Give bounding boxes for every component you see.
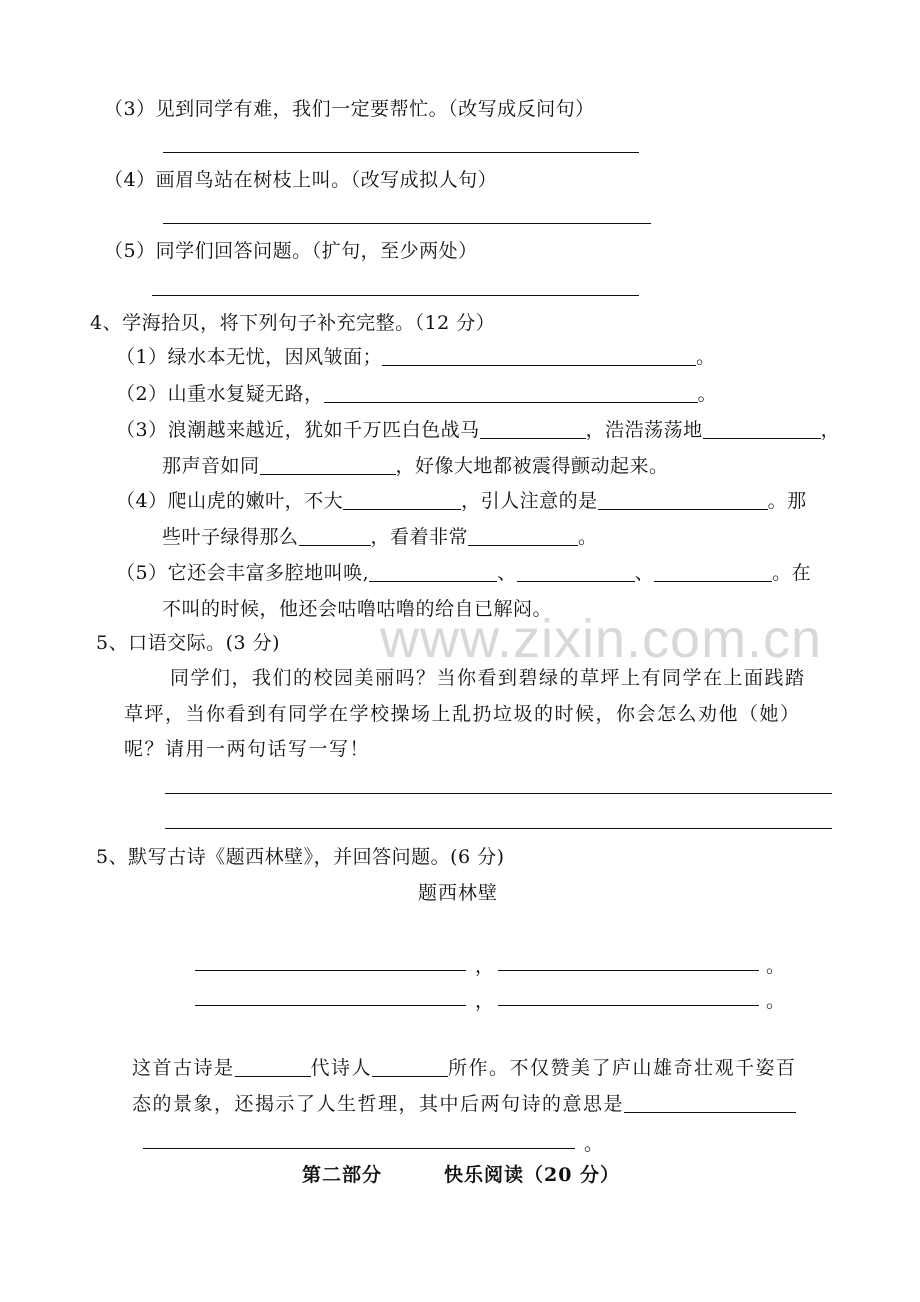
q4-item-1 bbox=[116, 345, 716, 369]
poem-line-4-blank[interactable] bbox=[498, 1005, 759, 1006]
blank-dynasty[interactable] bbox=[235, 1058, 311, 1077]
q4-item-2-text: （2）山重水复疑无路， bbox=[116, 383, 324, 405]
q4-item-4-text-c: 。那 bbox=[767, 490, 807, 512]
blank-4-5-a[interactable] bbox=[369, 563, 497, 582]
q3-item-5: （5）同学们回答问题。（扩句，至少两处） bbox=[104, 240, 478, 262]
q4-item-1-text: （1）绿水本无忧，因风皱面； bbox=[116, 346, 383, 368]
answer-line-5-2[interactable] bbox=[165, 828, 832, 829]
q5-paragraph-line1: 同学们，我们的校园美丽吗？当你看到碧绿的草坪上有同学在上面践踏 bbox=[170, 667, 806, 689]
q4-item-4-text-a: （4）爬山虎的嫩叶，不大 bbox=[116, 490, 344, 512]
separator: 、 bbox=[497, 562, 517, 584]
q6-answer-text-1: 这首古诗是 bbox=[132, 1057, 235, 1079]
answer-line-5-1[interactable] bbox=[165, 793, 832, 794]
section-2-title: 快乐阅读（20 分） bbox=[444, 1164, 621, 1186]
q4-item-4-line1 bbox=[116, 489, 807, 513]
comma: ， bbox=[475, 990, 495, 1012]
q4-item-3-line2 bbox=[162, 454, 669, 478]
q4-item-3-text-a: （3）浪潮越来越近，犹如千万匹白色战马 bbox=[116, 419, 480, 441]
q4-item-3-text-d: 那声音如同 bbox=[162, 455, 260, 477]
q4-heading: 4、学海拾贝，将下列句子补充完整。（12 分） bbox=[90, 312, 496, 334]
q4-item-2 bbox=[116, 382, 717, 406]
period: 。 bbox=[696, 346, 716, 368]
comma: ， bbox=[475, 955, 495, 977]
section-2-label: 第二部分 bbox=[302, 1164, 383, 1186]
blank-4-4-d[interactable] bbox=[468, 527, 578, 546]
answer-line-3-3[interactable] bbox=[163, 152, 639, 153]
blank-4-3-b[interactable] bbox=[703, 420, 821, 439]
q5-heading: 5、口语交际。(3 分) bbox=[96, 632, 281, 654]
period: 。 bbox=[766, 955, 786, 977]
blank-4-5-c[interactable] bbox=[654, 563, 772, 582]
blank-4-2[interactable] bbox=[324, 384, 698, 403]
q4-item-5-line1 bbox=[116, 561, 811, 585]
period: 。 bbox=[584, 1133, 604, 1155]
q5-paragraph-line2: 草坪，当你看到有同学在学校操场上乱扔垃圾的时候，你会怎么劝他（她） bbox=[124, 703, 801, 725]
poem-title: 题西林壁 bbox=[418, 882, 499, 904]
poem-line-2-blank[interactable] bbox=[498, 970, 759, 971]
q3-item-3: （3）见到同学有难，我们一定要帮忙。（改写成反问句） bbox=[104, 98, 595, 120]
q4-item-5-text-end: 。在 bbox=[772, 562, 812, 584]
comma: ， bbox=[820, 419, 841, 441]
answer-line-3-4[interactable] bbox=[163, 223, 651, 224]
blank-4-4-c[interactable] bbox=[299, 527, 371, 546]
answer-line-3-5[interactable] bbox=[152, 295, 639, 296]
poem-line-1-blank[interactable] bbox=[195, 970, 466, 971]
blank-4-3-c[interactable] bbox=[260, 456, 396, 475]
q4-item-5-text-a: （5）它还会丰富多腔地叫唤, bbox=[116, 562, 370, 584]
q4-item-3-text-b: ，浩浩荡荡地 bbox=[585, 419, 703, 441]
q4-item-4-text-d: 些叶子绿得那么 bbox=[162, 526, 299, 548]
q4-item-3-text-e: ，好像大地都被震得颤动起来。 bbox=[395, 455, 669, 477]
q3-item-4: （4）画眉鸟站在树枝上叫。（改写成拟人句） bbox=[104, 169, 498, 191]
blank-meaning-a[interactable] bbox=[624, 1094, 796, 1113]
blank-meaning-b[interactable] bbox=[143, 1148, 575, 1149]
q6-answer-text-3: 所作。不仅赞美了庐山雄奇壮观千姿百 bbox=[448, 1057, 797, 1079]
q4-item-4-line2 bbox=[162, 525, 598, 549]
q4-item-4-text-b: ，引人注意的是 bbox=[461, 490, 598, 512]
blank-4-1[interactable] bbox=[382, 347, 696, 366]
blank-4-4-a[interactable] bbox=[343, 491, 461, 510]
blank-4-5-b[interactable] bbox=[517, 563, 635, 582]
blank-4-4-b[interactable] bbox=[598, 491, 768, 510]
q6-answer-line1 bbox=[132, 1056, 797, 1080]
q6-answer-text-2: 代诗人 bbox=[310, 1057, 373, 1079]
poem-line-3-blank[interactable] bbox=[195, 1005, 466, 1006]
watermark: www.zixin.com.cn bbox=[380, 609, 823, 669]
period: 。 bbox=[697, 383, 718, 405]
q4-item-3-line1 bbox=[116, 418, 840, 442]
blank-poet[interactable] bbox=[372, 1058, 448, 1077]
q4-item-4-text-e: ，看着非常 bbox=[370, 526, 469, 548]
separator: 、 bbox=[634, 562, 655, 584]
period: 。 bbox=[766, 990, 786, 1012]
q5-paragraph-line3: 呢？请用一两句话写一写！ bbox=[124, 738, 371, 760]
q6-answer-text-4: 态的景象，还揭示了人生哲理，其中后两句诗的意思是 bbox=[132, 1093, 625, 1115]
period: 。 bbox=[578, 526, 598, 548]
blank-4-3-a[interactable] bbox=[480, 420, 586, 439]
q6-heading: 5、默写古诗《题西林壁》，并回答问题。(6 分) bbox=[96, 846, 505, 868]
q6-answer-line2 bbox=[132, 1092, 796, 1116]
q4-item-5-line2: 不叫的时候，他还会咕噜咕噜的给自已解闷。 bbox=[162, 598, 553, 620]
